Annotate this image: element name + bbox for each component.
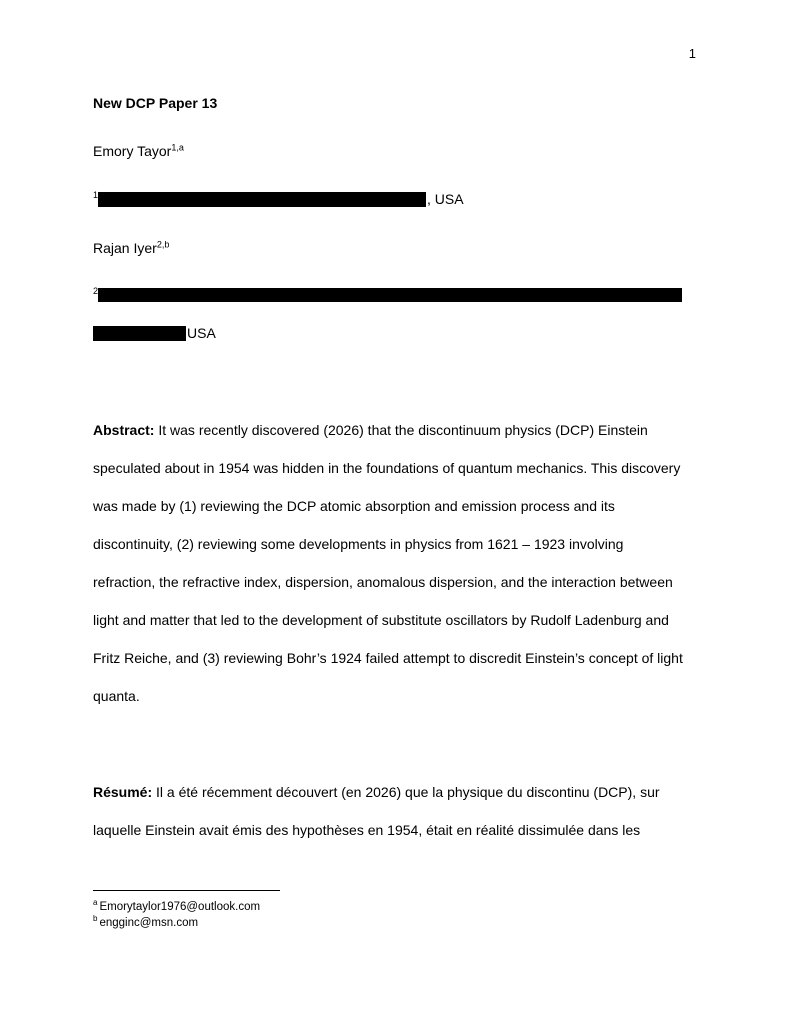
- author-name: Emory Tayor: [93, 143, 172, 159]
- paper-title: New DCP Paper 13: [93, 95, 218, 111]
- abstract-line: Fritz Reiche, and (3) reviewing Bohr’s 1924 failed attempt to discredit Einstein’s concept of light: [93, 650, 683, 666]
- author-2: [93, 239, 169, 257]
- abstract-text: It was recently discovered (2026) that the discontinuum physics (DCP) Einstein: [154, 422, 648, 438]
- affiliation-country: , USA: [427, 191, 464, 207]
- redaction-bar: [93, 326, 186, 341]
- redaction-bar: [98, 192, 426, 207]
- abstract-line: speculated about in 1954 was hidden in the foundations of quantum mechanics. This discovery: [93, 460, 681, 476]
- resume-paragraph: [93, 773, 698, 849]
- redaction-bar: [98, 288, 682, 302]
- affiliation-2: [93, 286, 682, 304]
- author-affiliation-marker: 2,b: [156, 239, 170, 250]
- page-number: 1: [688, 46, 696, 61]
- footnote-email[interactable]: engginc@msn.com: [99, 917, 199, 929]
- footnote-email[interactable]: Emorytaylor1976@outlook.com: [99, 901, 261, 913]
- affiliation-marker: 1: [93, 190, 99, 200]
- footnote-divider: [93, 890, 280, 891]
- author-affiliation-marker: 1,a: [171, 142, 184, 153]
- affiliation-country: USA: [187, 325, 216, 341]
- footnote-marker: a: [93, 898, 98, 908]
- abstract-paragraph: [93, 411, 698, 715]
- abstract-line: quanta.: [93, 688, 140, 704]
- abstract-line: light and matter that led to the development of substitute oscillators by Rudolf Ladenburg and: [93, 612, 669, 628]
- affiliation-marker: 2: [93, 286, 99, 296]
- author-name: Rajan Iyer: [93, 240, 157, 256]
- abstract-line-1: [93, 411, 698, 449]
- abstract-label: Abstract:: [93, 422, 155, 438]
- footnote-a: [93, 900, 260, 914]
- resume-label: Résumé:: [93, 784, 153, 800]
- resume-line-1: [93, 773, 698, 811]
- abstract-line: discontinuity, (2) reviewing some developments in physics from 1621 – 1923 involving: [93, 536, 624, 552]
- footnote-marker: b: [93, 914, 98, 924]
- affiliation-1: [93, 190, 464, 208]
- author-1: [93, 142, 184, 160]
- resume-text: Il a été récemment découvert (en 2026) que la physique du discontinu (DCP), sur: [152, 784, 660, 800]
- abstract-line: refraction, the refractive index, dispersion, anomalous dispersion, and the interaction between: [93, 574, 673, 590]
- affiliation-2-continued: [93, 324, 216, 342]
- footnote-b: [93, 916, 198, 930]
- abstract-line: was made by (1) reviewing the DCP atomic absorption and emission process and its: [93, 498, 615, 514]
- resume-line: laquelle Einstein avait émis des hypothèses en 1954, était en réalité dissimulée dans les: [93, 822, 641, 838]
